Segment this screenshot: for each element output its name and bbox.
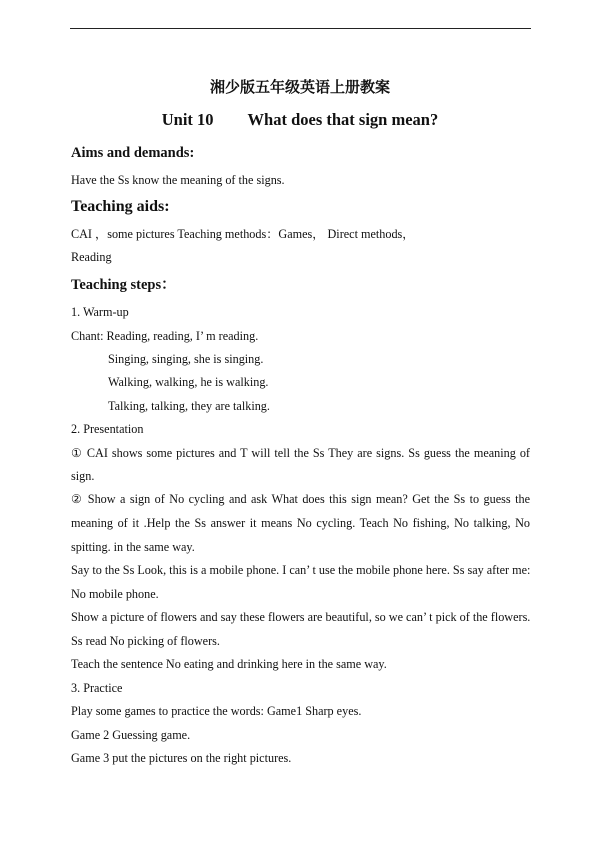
presentation-p2-line-3: spitting. in the same way. xyxy=(71,540,195,554)
presentation-p4-line-2: Ss read No picking of flowers. xyxy=(71,634,220,648)
aids-line-1: CAI ，some pictures Teaching methods：Games， Direct methods， xyxy=(71,227,415,241)
practice-line-2: Game 2 Guessing game. xyxy=(71,728,191,742)
presentation-p1-line-1: ① CAI shows some pictures and T will tell the Ss They are signs. Ss guess the meaning of xyxy=(71,446,530,460)
aims-heading: Aims and demands: xyxy=(71,145,195,161)
practice-line-1: Play some games to practice the words: Game1 Sharp eyes. xyxy=(71,704,362,718)
chant-verse-3: Talking, talking, they are talking. xyxy=(108,399,270,413)
steps-heading: Teaching steps： xyxy=(71,277,176,293)
chant-verse-1: Singing, singing, she is singing. xyxy=(108,352,264,366)
presentation-p1-line-2: sign. xyxy=(71,469,95,483)
presentation-p3-line-2: No mobile phone. xyxy=(71,587,159,601)
practice-label: 3. Practice xyxy=(71,681,123,695)
unit-title xyxy=(0,110,600,130)
presentation-p2-line-1: ② Show a sign of No cycling and ask What does this sign mean? Get the Ss to guess the xyxy=(71,492,530,506)
presentation-label: 2. Presentation xyxy=(71,422,144,436)
aims-text: Have the Ss know the meaning of the signs. xyxy=(71,173,285,187)
chant-line: Chant: Reading, reading, I’ m reading. xyxy=(71,329,259,343)
unit-question: What does that sign mean? xyxy=(247,110,439,129)
aids-heading: Teaching aids: xyxy=(71,198,170,215)
presentation-p5: Teach the sentence No eating and drinking here in the same way. xyxy=(71,657,387,671)
presentation-p2-line-2: meaning of it .Help the Ss answer it means No cycling. Teach No fishing, No talking, No xyxy=(71,516,530,530)
presentation-p4-line-1: Show a picture of flowers and say these flowers are beautiful, so we can’ t pick of the flowers. xyxy=(71,610,531,624)
practice-line-3: Game 3 put the pictures on the right pictures. xyxy=(71,751,292,765)
warmup-label: 1. Warm-up xyxy=(71,305,129,319)
header-rule xyxy=(70,28,531,29)
presentation-p3-line-1: Say to the Ss Look, this is a mobile phone. I can’ t use the mobile phone here. Ss say after me: xyxy=(71,563,531,577)
chant-verse-2: Walking, walking, he is walking. xyxy=(108,375,269,389)
document-title: 湘少版五年级英语上册教案 xyxy=(209,78,390,96)
unit-label: Unit 10 xyxy=(161,110,214,129)
aids-line-2: Reading xyxy=(71,250,112,264)
